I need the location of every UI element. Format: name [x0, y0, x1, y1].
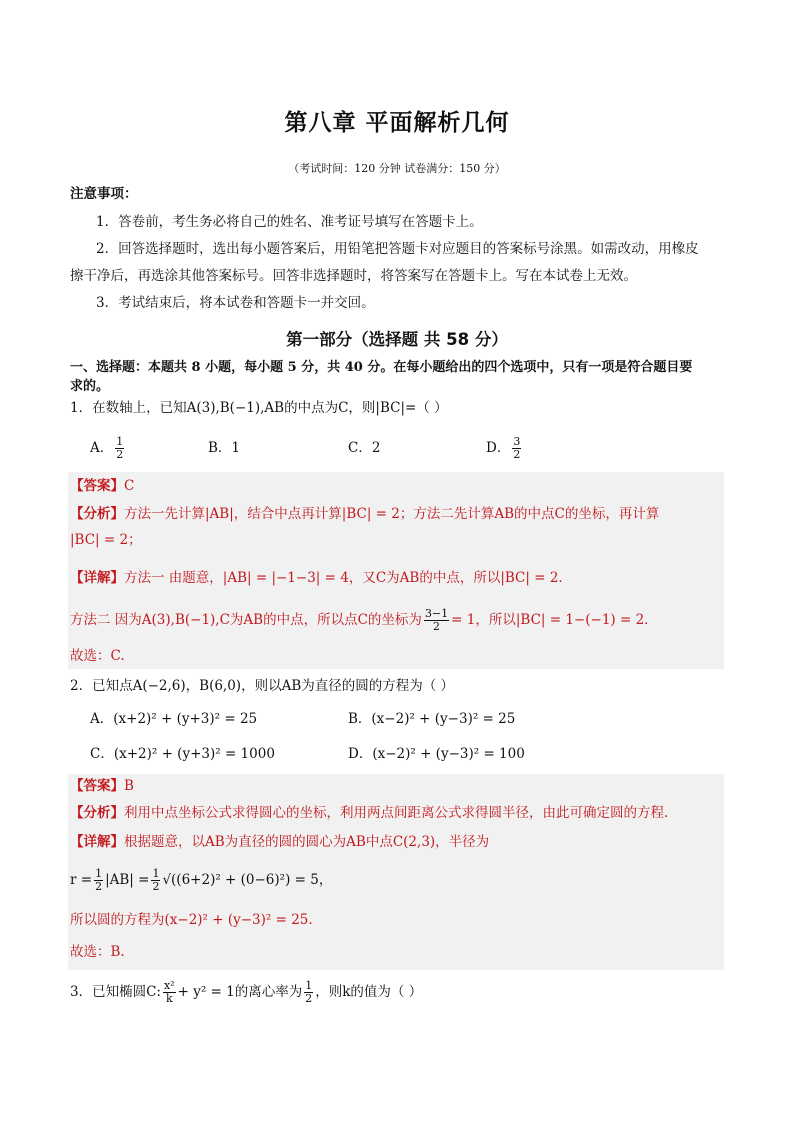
frac-den: 2 — [95, 880, 103, 893]
q2-stem: 2．已知点A(−2,6)，B(6,0)，则以AB为直径的圆的方程为（ ） — [70, 678, 455, 694]
q1-analysis-cont: |BC| = 2； — [70, 532, 142, 548]
q1-answer — [70, 476, 654, 496]
frac-num: 3−1 — [424, 607, 449, 620]
q2-radius-formula — [70, 868, 654, 893]
answer-tag: 【答案】 — [70, 478, 124, 494]
formula-text: √((6+2)² + (0−6)²) = 5， — [162, 872, 333, 888]
q2-analysis — [70, 803, 669, 823]
frac-num: 1 — [152, 867, 160, 880]
frac-den: 2 — [305, 992, 313, 1005]
q1-option-a — [90, 436, 126, 461]
notice-item-1: 1．答卷前，考生务必将自己的姓名、准考证号填写在答题卡上。 — [96, 214, 483, 230]
q1-option-b: B．1 — [208, 440, 241, 456]
analysis-tag: 【分析】 — [70, 805, 124, 821]
option-d-fraction — [512, 436, 521, 461]
q2-choose: 故选：B. — [70, 944, 125, 960]
q1-stem: 1．在数轴上，已知A(3),B(−1),AB的中点为C，则|BC|=（ ） — [70, 400, 448, 416]
q3-text: ，则k的值为（ ） — [315, 984, 423, 1000]
formula-fraction — [94, 868, 103, 893]
formula-text: |AB| = — [105, 872, 150, 888]
q1-detail-method2 — [70, 607, 658, 633]
notice-heading: 注意事项： — [70, 186, 138, 202]
detail-fraction — [424, 608, 449, 633]
frac-den: 2 — [152, 880, 160, 893]
frac-den: k — [165, 992, 173, 1005]
frac-num: 3 — [513, 435, 521, 448]
q1-solution-block — [68, 472, 724, 669]
formula-fraction-2 — [151, 868, 160, 893]
q3-fraction-2 — [304, 980, 313, 1005]
notice-item-2: 2．回答选择题时，选出每小题答案后，用铅笔把答题卡对应题目的答案标号涂黑。如需改动，用橡皮 — [96, 241, 699, 257]
section-intro-1: 一、选择题：本题共 8 小题，每小题 5 分，共 40 分。在每小题给出的四个选项中，只有一项是符合题目要 — [70, 360, 693, 375]
q2-option-a: A．(x+2)² + (y+3)² = 25 — [90, 711, 258, 727]
q2-option-d: D．(x−2)² + (y−3)² = 100 — [348, 746, 525, 762]
q2-solution-block — [68, 774, 724, 970]
option-d-label: D． — [486, 440, 511, 456]
frac-den: 2 — [513, 448, 521, 461]
detail-text: 方法一 由题意，|AB| = |−1−3| = 4，又C为AB的中点，所以|BC| = 2． — [124, 570, 572, 586]
formula-text: r = — [70, 872, 93, 888]
frac-num: 1 — [305, 979, 313, 992]
analysis-text: 利用中点坐标公式求得圆心的坐标，利用两点间距离公式求得圆半径，由此可确定圆的方程. — [124, 805, 669, 821]
detail-text: 方法二 因为A(3),B(−1),C为AB的中点，所以点C的坐标为 — [70, 612, 422, 628]
q1-option-c: C．2 — [348, 440, 381, 456]
option-a-label: A． — [90, 440, 114, 456]
q2-detail — [70, 832, 654, 852]
q3-stem — [70, 980, 724, 1005]
q2-option-b: B．(x−2)² + (y−3)² = 25 — [348, 711, 516, 727]
detail-tag: 【详解】 — [70, 834, 124, 850]
frac-num: 1 — [116, 435, 124, 448]
q1-choose: 故选：C. — [70, 648, 125, 664]
frac-num: 1 — [95, 867, 103, 880]
frac-den: 2 — [433, 620, 441, 633]
answer-value: B — [124, 778, 134, 794]
answer-tag: 【答案】 — [70, 778, 124, 794]
frac-num: x² — [163, 979, 175, 992]
q2-answer — [70, 776, 654, 796]
q3-text: + y² = 1的离心率为 — [177, 984, 303, 1000]
notice-item-3: 3．考试结束后，将本试卷和答题卡一并交回。 — [96, 295, 375, 311]
detail-tag: 【详解】 — [70, 570, 124, 586]
analysis-tag: 【分析】 — [70, 506, 124, 522]
exam-info: （考试时间：120 分钟 试卷满分：150 分） — [288, 162, 506, 175]
page-title: 第八章 平面解析几何 — [284, 110, 510, 136]
section-title: 第一部分（选择题 共 58 分） — [286, 330, 508, 349]
answer-value: C — [124, 478, 135, 494]
q2-option-c: C．(x+2)² + (y+3)² = 1000 — [90, 746, 275, 762]
q3-fraction — [163, 980, 176, 1005]
notice-item-2-cont: 擦干净后，再选涂其他答案标号。回答非选择题时，将答案写在答题卡上。写在本试卷上无效。 — [70, 268, 637, 284]
section-intro-2: 求的。 — [70, 379, 110, 394]
detail-text: 根据题意，以AB为直径的圆的圆心为AB中点C(2,3)，半径为 — [124, 834, 490, 850]
q1-analysis — [70, 504, 660, 524]
q1-option-d — [486, 436, 523, 461]
frac-den: 2 — [116, 448, 124, 461]
detail-text: = 1，所以|BC| = 1−(−1) = 2． — [451, 612, 658, 628]
q1-detail — [70, 568, 654, 588]
q3-text: 3．已知椭圆C: — [70, 984, 161, 1000]
option-a-fraction — [115, 436, 124, 461]
q2-conclusion: 所以圆的方程为(x−2)² + (y−3)² = 25. — [70, 912, 313, 928]
analysis-text: 方法一先计算|AB|，结合中点再计算|BC| = 2；方法二先计算AB的中点C的坐标，再计算 — [124, 506, 660, 522]
